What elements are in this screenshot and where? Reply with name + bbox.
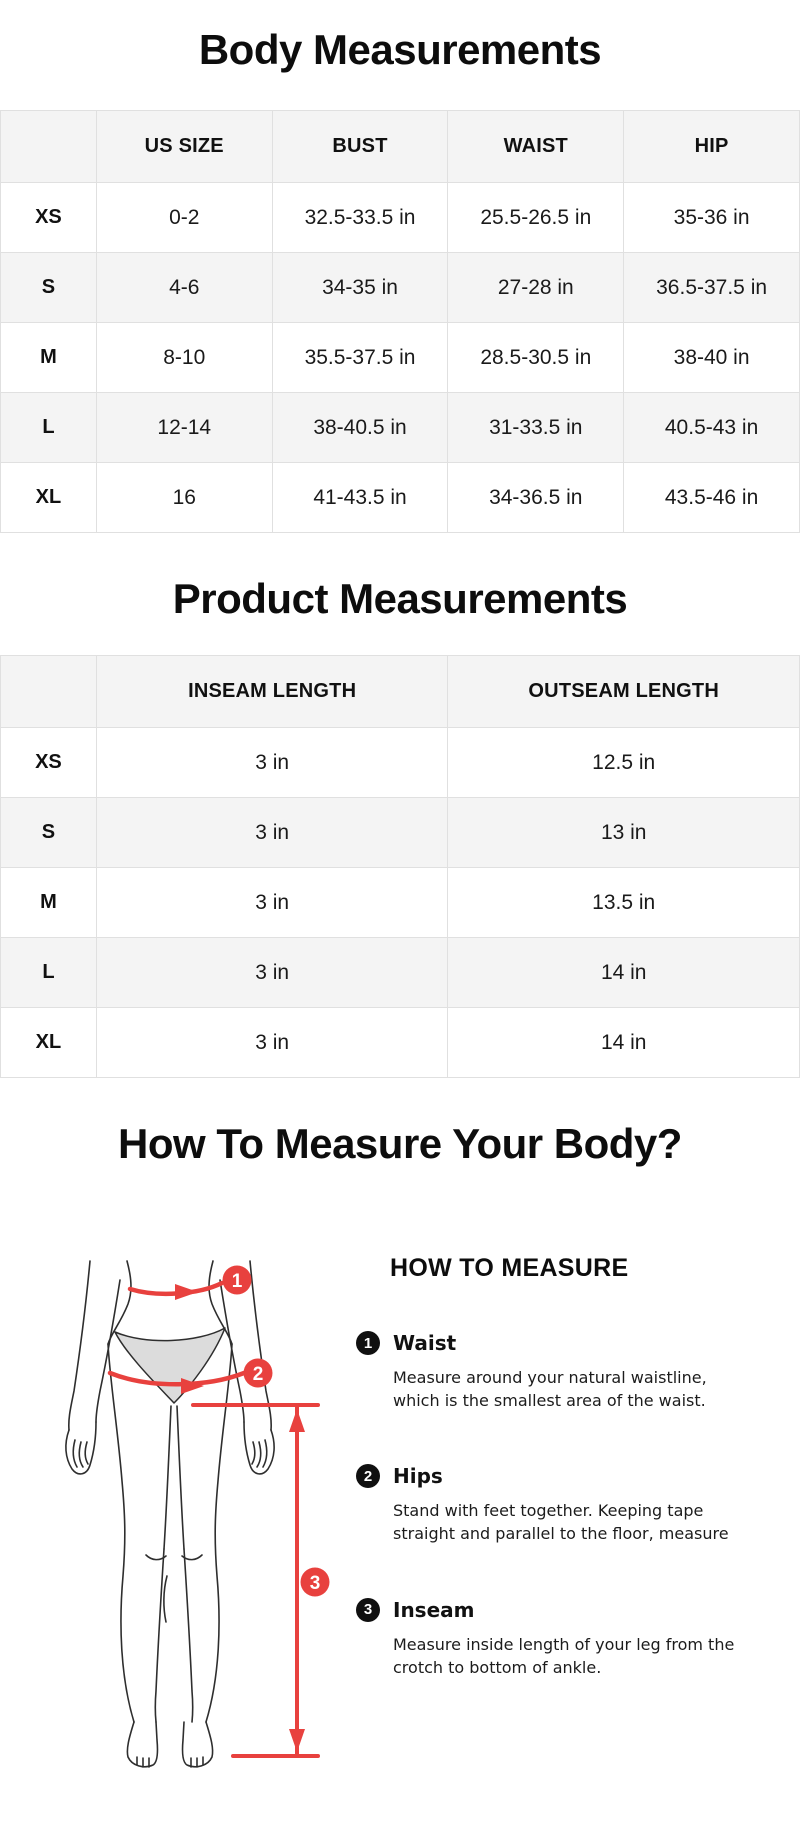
step-3-badge: 3 <box>356 1598 380 1622</box>
guide-heading: HOW TO MEASURE <box>390 1254 629 1282</box>
table-row <box>1 1008 800 1078</box>
step-2-badge: 2 <box>356 1464 380 1488</box>
corner-cell <box>1 656 97 728</box>
us-size-cell: 12-14 <box>96 393 272 463</box>
size-label: M <box>1 868 97 938</box>
inseam-down-arrowhead <box>289 1729 305 1752</box>
underwear-shape <box>115 1328 225 1403</box>
guide-item-hips <box>356 1464 776 1545</box>
measure-guide-section <box>0 1246 800 1801</box>
outseam-cell: 13 in <box>448 798 800 868</box>
table-header-row <box>1 111 800 183</box>
diagram-badges <box>223 1266 330 1597</box>
column-header-bust: BUST <box>272 111 448 183</box>
table-row <box>1 183 800 253</box>
size-label: XL <box>1 463 97 533</box>
inseam-up-arrowhead <box>289 1409 305 1432</box>
column-header-waist: WAIST <box>448 111 624 183</box>
diagram-badge-1-number: 1 <box>231 1271 243 1292</box>
outseam-cell: 12.5 in <box>448 728 800 798</box>
outseam-cell: 14 in <box>448 1008 800 1078</box>
guide-item-description: Measure around your natural waistline, which is the smallest area of the waist. <box>393 1368 707 1410</box>
table-row <box>1 323 800 393</box>
waist-cell: 31-33.5 in <box>448 393 624 463</box>
hip-cell: 36.5-37.5 in <box>624 253 800 323</box>
inseam-cell: 3 in <box>96 728 448 798</box>
waist-cell: 34-36.5 in <box>448 463 624 533</box>
guide-item-description: Measure inside length of your leg from the crotch to bottom of ankle. <box>393 1634 735 1677</box>
product-measurements-title: Product Measurements <box>172 575 628 622</box>
size-label: M <box>1 323 97 393</box>
bust-cell: 41-43.5 in <box>272 463 448 533</box>
waist-cell: 27-28 in <box>448 253 624 323</box>
bust-cell: 35.5-37.5 in <box>272 323 448 393</box>
column-header-inseam: INSEAM LENGTH <box>96 656 448 728</box>
table-row <box>1 868 800 938</box>
how-to-measure-title: How To Measure Your Body? <box>118 1120 682 1167</box>
guide-item-waist <box>356 1331 776 1412</box>
bust-cell: 34-35 in <box>272 253 448 323</box>
guide-item-title: Inseam <box>393 1597 475 1622</box>
table-row <box>1 463 800 533</box>
us-size-cell: 16 <box>96 463 272 533</box>
product-measurements-table <box>0 655 800 1078</box>
table-row <box>1 728 800 798</box>
body-measurements-title: Body Measurements <box>198 26 602 73</box>
diagram-badge-2-number: 2 <box>252 1364 264 1385</box>
bust-cell: 32.5-33.5 in <box>272 183 448 253</box>
table-row <box>1 253 800 323</box>
us-size-cell: 8-10 <box>96 323 272 393</box>
table-row <box>1 938 800 1008</box>
table-row <box>1 798 800 868</box>
hip-cell: 40.5-43 in <box>624 393 800 463</box>
inseam-cell: 3 in <box>96 938 448 1008</box>
size-label: XS <box>1 183 97 253</box>
step-1-badge: 1 <box>356 1331 380 1355</box>
how-to-measure-guide <box>356 1246 776 1801</box>
body-figure-illustration <box>50 1246 340 1796</box>
guide-item-title: Waist <box>393 1331 457 1355</box>
hip-cell: 43.5-46 in <box>624 463 800 533</box>
us-size-cell: 4-6 <box>96 253 272 323</box>
inseam-cell: 3 in <box>96 868 448 938</box>
size-label: L <box>1 938 97 1008</box>
body-diagram <box>50 1246 340 1801</box>
diagram-badge-3-number: 3 <box>309 1573 321 1594</box>
column-header-outseam: OUTSEAM LENGTH <box>448 656 800 728</box>
outseam-cell: 14 in <box>448 938 800 1008</box>
size-label: S <box>1 798 97 868</box>
us-size-cell: 0-2 <box>96 183 272 253</box>
waist-cell: 25.5-26.5 in <box>448 183 624 253</box>
outseam-cell: 13.5 in <box>448 868 800 938</box>
figure-outline <box>66 1261 274 1767</box>
size-label: XL <box>1 1008 97 1078</box>
hip-cell: 35-36 in <box>624 183 800 253</box>
size-label: XS <box>1 728 97 798</box>
inseam-cell: 3 in <box>96 798 448 868</box>
table-header-row <box>1 656 800 728</box>
inseam-cell: 3 in <box>96 1008 448 1078</box>
guide-item-title: Hips <box>393 1464 443 1489</box>
corner-cell <box>1 111 97 183</box>
table-row <box>1 393 800 463</box>
size-label: S <box>1 253 97 323</box>
column-header-hip: HIP <box>624 111 800 183</box>
waist-cell: 28.5-30.5 in <box>448 323 624 393</box>
column-header-us-size: US SIZE <box>96 111 272 183</box>
guide-item-inseam <box>356 1598 776 1679</box>
size-label: L <box>1 393 97 463</box>
hip-cell: 38-40 in <box>624 323 800 393</box>
bust-cell: 38-40.5 in <box>272 393 448 463</box>
guide-item-description: Stand with feet together. Keeping tape straight and parallel to the floor, measure <box>393 1501 729 1544</box>
waist-arrowhead <box>175 1284 198 1300</box>
body-measurements-table <box>0 110 800 533</box>
